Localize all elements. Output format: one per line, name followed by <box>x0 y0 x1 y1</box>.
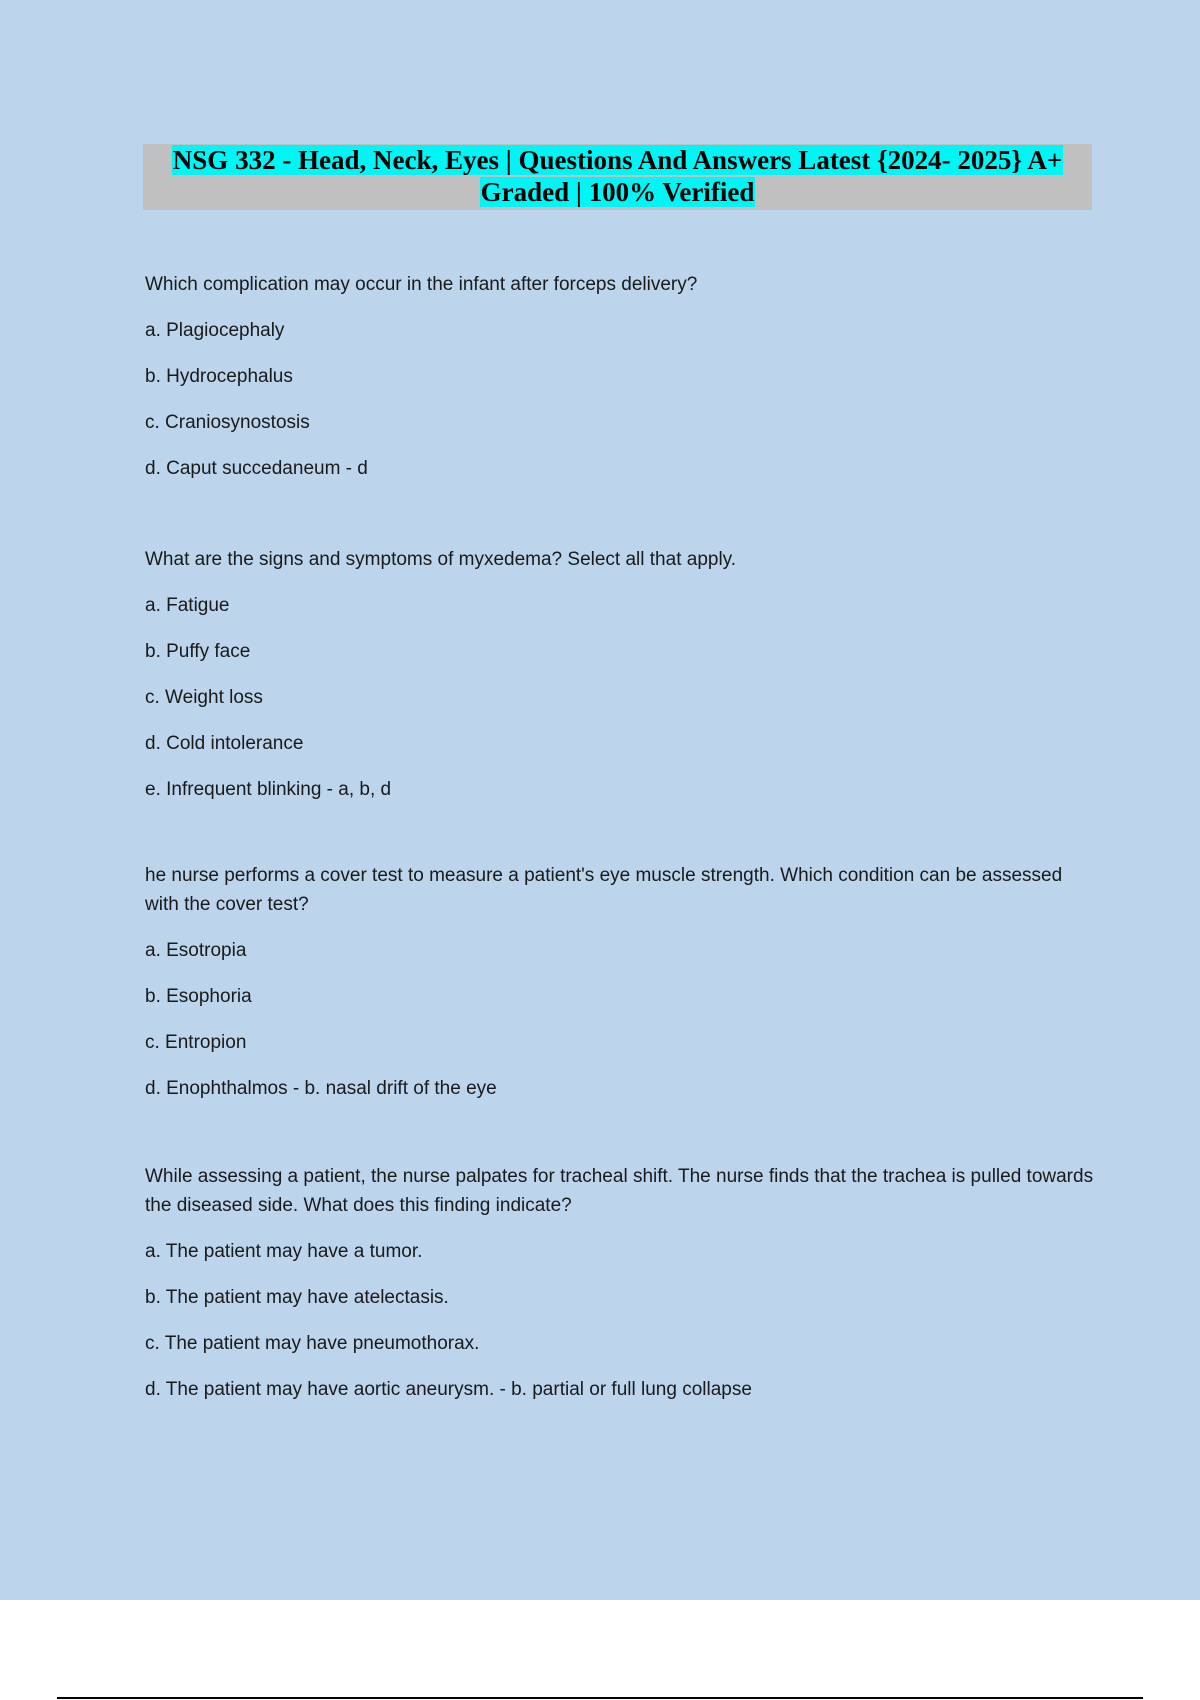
option-item: d. Enophthalmos - b. nasal drift of the eye <box>145 1078 497 1099</box>
option-item: d. Caput succedaneum - d <box>145 458 368 479</box>
option-item: a. The patient may have a tumor. <box>145 1241 423 1262</box>
option-item: a. Plagiocephaly <box>145 320 285 341</box>
option-item: b. Hydrocephalus <box>145 366 293 387</box>
option-item: b. Esophoria <box>145 986 252 1007</box>
option-item: c. Weight loss <box>145 687 263 708</box>
option-item: a. Fatigue <box>145 595 230 616</box>
option-list <box>145 1237 1095 1404</box>
option-item: b. Puffy face <box>145 641 251 662</box>
question-text: While assessing a patient, the nurse palpates for tracheal shift. The nurse finds that the trachea is pulled towards the diseased side. What does this finding indicate? <box>145 1166 1094 1216</box>
title-line-1: NSG 332 - Head, Neck, Eyes | Questions And Answers Latest {2024- 2025} A+ <box>172 145 1063 175</box>
document-title <box>143 144 1092 210</box>
option-list <box>145 591 1095 804</box>
option-item: b. The patient may have atelectasis. <box>145 1287 449 1308</box>
question-text: he nurse performs a cover test to measure a patient's eye muscle strength. Which condition can be assessed with the cover test? <box>145 865 1063 915</box>
question-text: What are the signs and symptoms of myxedema? Select all that apply. <box>145 549 737 570</box>
option-item: c. Entropion <box>145 1032 247 1053</box>
option-item: d. Cold intolerance <box>145 733 304 754</box>
option-list <box>145 936 1095 1103</box>
option-item: c. The patient may have pneumothorax. <box>145 1333 480 1354</box>
option-list <box>145 316 1095 483</box>
title-line-2: Graded | 100% Verified <box>480 177 755 207</box>
option-item: d. The patient may have aortic aneurysm. - b. partial or full lung collapse <box>145 1379 752 1400</box>
question-block <box>145 270 1095 483</box>
option-item: c. Craniosynostosis <box>145 412 310 433</box>
question-text: Which complication may occur in the infant after forceps delivery? <box>145 274 698 295</box>
footer-divider <box>57 1697 1143 1699</box>
question-block <box>145 545 1095 804</box>
option-item: a. Esotropia <box>145 940 247 961</box>
question-block <box>145 1162 1095 1404</box>
option-item: e. Infrequent blinking - a, b, d <box>145 779 392 800</box>
question-block <box>145 861 1095 1103</box>
